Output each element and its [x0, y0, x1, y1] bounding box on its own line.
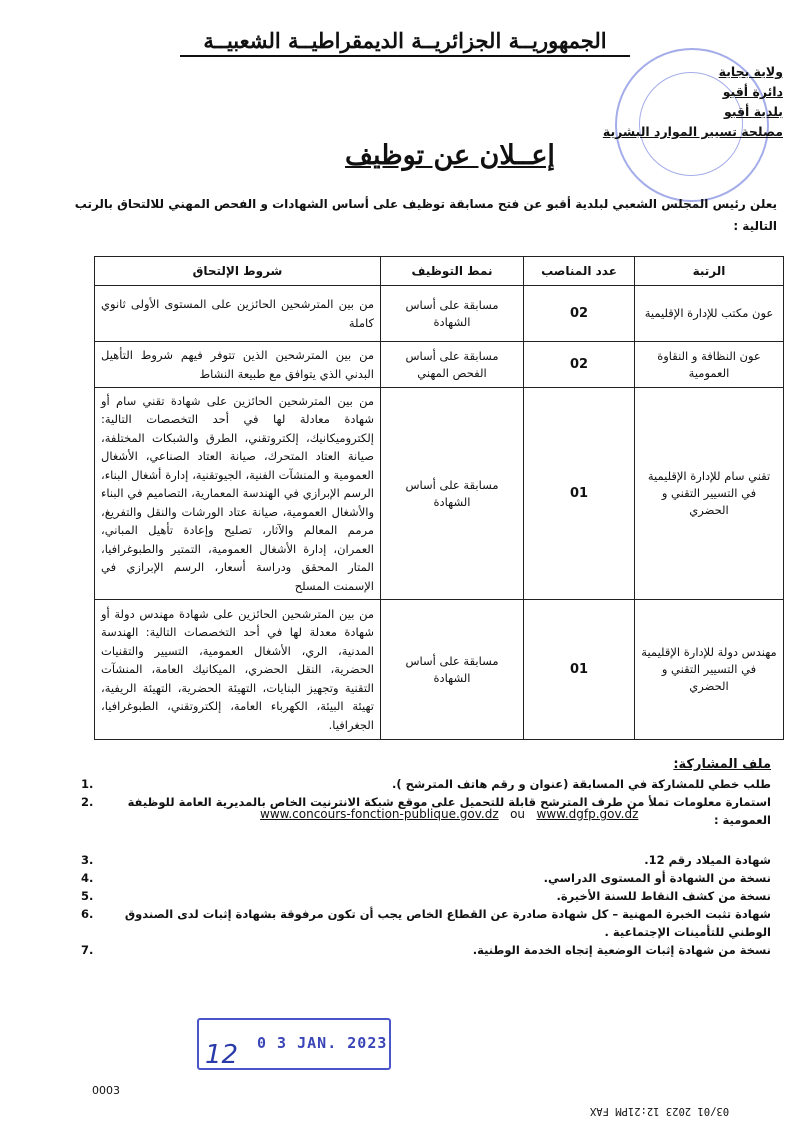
- table-header-row: [95, 257, 784, 286]
- positions-cell: 01: [524, 600, 635, 740]
- commune-line: بلدية أقبو: [723, 104, 783, 119]
- page-code: 0003: [92, 1084, 120, 1097]
- intro-paragraph: يعلن رئيس المجلس الشعبي لبلدية أقبو عن فتح مسابقة توظيف على أساس الشهادات و الفحص المهني للالتحاق بالرتب التالية :: [74, 197, 777, 233]
- daira-line: دائرة أقبو: [722, 84, 783, 99]
- list-item: 6. شهادة تثبت الخبرة المهنية – كل شهادة صادرة عن القطاع الخاص يجب أن تكون مرفوقة بشهادة إثبات لدى الصندوق الوطني للتأمينات الإجتماعية .: [81, 907, 771, 939]
- republic-heading: الجمهوريــة الجزائريــة الديمقراطيــة الشعبيــة: [180, 28, 630, 57]
- link-or: ou: [510, 807, 526, 821]
- handwritten-number: 12: [205, 1040, 239, 1070]
- link-concours[interactable]: www.concours-fonction-publique.gov.dz: [260, 807, 499, 821]
- announcement-title: إعــلان عن توظيف: [345, 140, 555, 171]
- grade-cell: مهندس دولة للإدارة الإقليمية في التسيير التقني و الحضري: [635, 600, 784, 740]
- positions-cell: 01: [524, 388, 635, 600]
- mode-cell: مسابقة على أساس الشهادة: [381, 600, 524, 740]
- wilaya-line: ولاية بجاية: [718, 64, 783, 79]
- service-line: مصلحة تسيير الموارد البشرية: [602, 124, 783, 139]
- positions-cell: 02: [524, 286, 635, 342]
- conditions-cell: من بين المترشحين الحائزين على شهادة تقني سام أو شهادة معادلة لها في أحد التخصصات التالية: إلكتروميكانيك، إلكتروتقني، الطرق والشبكات المختلفة، صيانة العتاد المتحرك، صيانة العتاد الصناعي، الأشغال العمومية و المنشآت الفنية، الجيوتقنية، إدارة أشغال البناء، الرسم الإبرازي في الهندسة المعمارية، التصاميم في البناء والأشغال العمومية، صيانة عتاد الورشات والنقل والتفريغ، مرمم المعالم والآثار، تصليح وإعادة تأهيل المباني، العمران، إدارة الأشغال العمومية، التمتير والطبوغرافيا، المتار المحقق ودراسة أسعار، الرسم الإبرازي في الإسمنت المسلح: [95, 388, 381, 600]
- header-positions: عدد المناصب: [524, 257, 635, 286]
- mode-cell: مسابقة على أساس الشهادة: [381, 286, 524, 342]
- table-row: [95, 600, 784, 740]
- table-row: [95, 342, 784, 388]
- header-grade: الرتبة: [635, 257, 784, 286]
- header-mode: نمط التوظيف: [381, 257, 524, 286]
- admin-header: [583, 62, 783, 142]
- website-links: [260, 807, 638, 821]
- file-section-title: ملف المشاركة:: [673, 757, 771, 772]
- stamp-date: 0 3 JAN. 2023: [257, 1034, 388, 1052]
- link-dgfp[interactable]: www.dgfp.gov.dz: [536, 807, 639, 821]
- list-item: 4. نسخة من الشهادة أو المستوى الدراسي.: [81, 871, 771, 885]
- conditions-cell: من بين المترشحين الحائزين على شهادة مهندس دولة أو شهادة معدلة لها في أحد التخصصات التالية: الهندسة المدنية، الري، الأشغال العمومية، التسيير والتقنيات الحضرية، النقل الحضري، الميكانيك العامة، المنشآت التقنية وتجهيز البنايات، التهيئة الحضرية، التهيئة الريفية، تهيئة البيئة، الكهرباء العامة، إلكتروتقني، الطبوغرافيا، الجغرافيا.: [95, 600, 381, 740]
- positions-table: [94, 256, 784, 740]
- conditions-cell: من بين المترشحين الحائزين على المستوى الأولى ثانوي كاملة: [95, 286, 381, 342]
- mode-cell: مسابقة على أساس الشهادة: [381, 388, 524, 600]
- positions-cell: 02: [524, 342, 635, 388]
- conditions-cell: من بين المترشحين الذين تتوفر فيهم شروط التأهيل البدني الذي يتوافق مع طبيعة النشاط: [95, 342, 381, 388]
- fax-header: 03/01 2023 12:21PM FAX: [590, 1105, 730, 1117]
- file-list: [81, 775, 771, 959]
- list-item: 5. نسخة من كشف النقاط للسنة الأخيرة.: [81, 889, 771, 903]
- table-row: [95, 286, 784, 342]
- header-conditions: شروط الإلتحاق: [95, 257, 381, 286]
- grade-cell: عون مكتب للإدارة الإقليمية: [635, 286, 784, 342]
- mode-cell: مسابقة على أساس الفحص المهني: [381, 342, 524, 388]
- list-item: 7. نسخة من شهادة إثبات الوضعية إتجاه الخدمة الوطنية.: [81, 943, 771, 957]
- list-item: 1. طلب خطي للمشاركة في المسابقة (عنوان و رقم هاتف المترشح ).: [81, 777, 771, 791]
- grade-cell: تقني سام للإدارة الإقليمية في التسيير التقني و الحضري: [635, 388, 784, 600]
- list-item: 2. استمارة معلومات تملأ من طرف المترشح قابلة للتحميل على موقع شبكة الانترنيت الخاص بالمديرية العامة للوظيفة العمومية :: [81, 795, 771, 827]
- list-item: 3. شهادة الميلاد رقم 12.: [81, 853, 771, 867]
- grade-cell: عون النظافة و النقاوة العمومية: [635, 342, 784, 388]
- table-row: [95, 388, 784, 600]
